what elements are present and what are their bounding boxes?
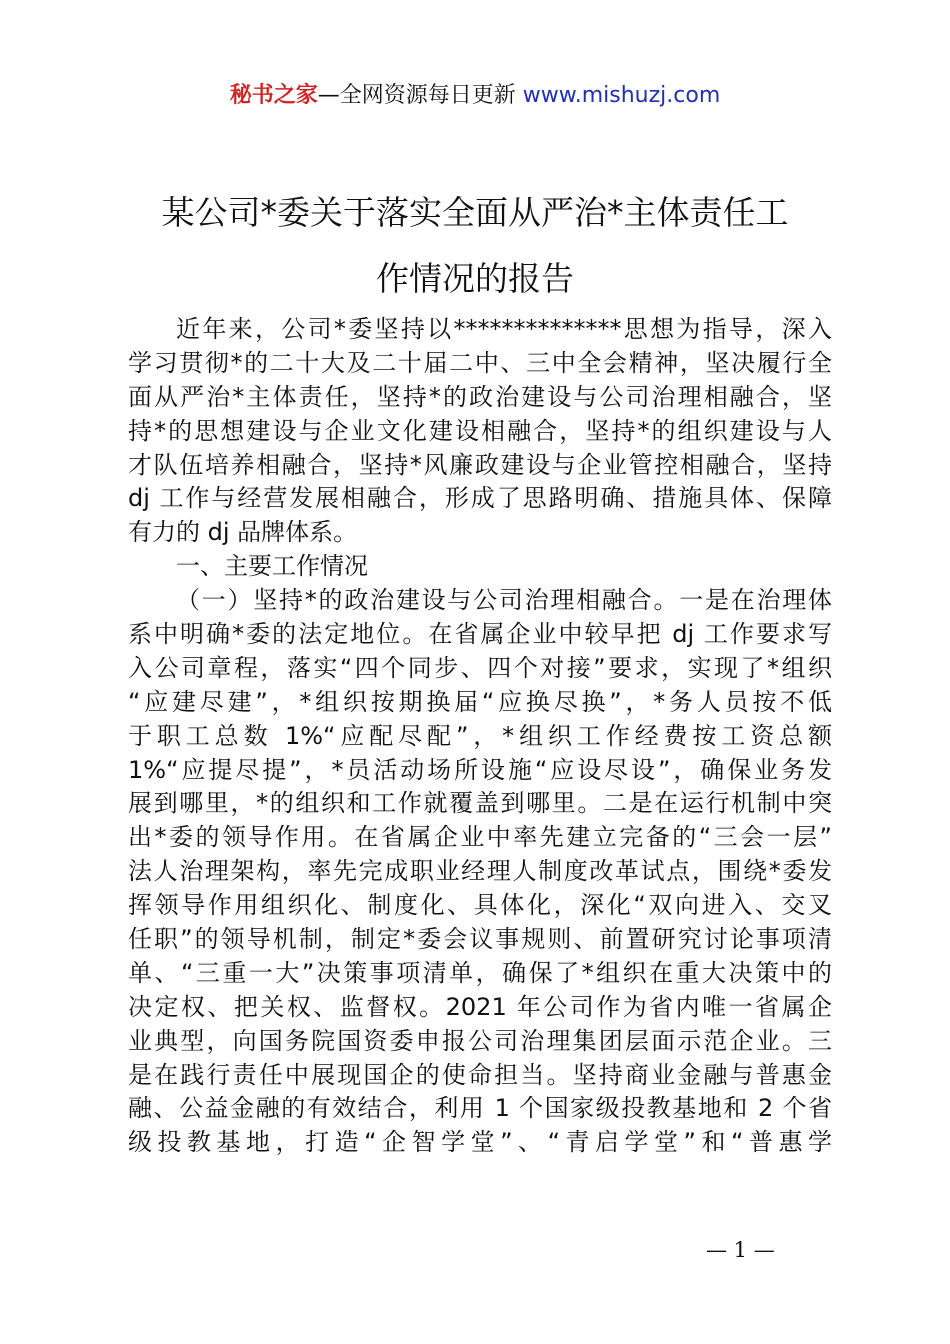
document-title-line-2: 作情况的报告 [376, 259, 574, 298]
site-url-link[interactable]: www.mishuzj.com [522, 83, 721, 108]
body-line: 挥领导作用组织化、制度化、具体化，深化“双向进入、交叉 [128, 891, 832, 920]
body-line: 展到哪里，*的组织和工作就覆盖到哪里。二是在运行机制中突 [128, 789, 832, 818]
body-line: 于职工总数 1%“应配尽配”，*组织工作经费按工资总额 [128, 721, 832, 750]
body-line: 单、“三重一大”决策事项清单，确保了*组织在重大决策中的 [128, 958, 832, 987]
document-title-line-1: 某公司*委关于落实全面从严治*主体责任工 [161, 193, 789, 232]
body-line: 决定权、把关权、监督权。2021 年公司作为省内唯一省属企 [128, 992, 832, 1021]
body-line: 有力的 dj 品牌体系。 [128, 518, 358, 547]
body-line: 出*委的领导作用。在省属企业中率先建立完备的“三会一层” [128, 823, 832, 852]
page-number: — 1 — [706, 1238, 775, 1262]
site-brand: 秘书之家 [229, 83, 318, 108]
body-line: 面从严治*主体责任，坚持*的政治建设与公司治理相融合，坚 [128, 382, 832, 411]
body-line: 学习贯彻*的二十大及二十届二中、三中全会精神，坚决履行全 [128, 348, 832, 377]
body-line: 1%“应提尽提”，*员活动场所设施“应设尽设”，确保业务发 [128, 755, 832, 784]
body-line: 入公司章程，落实“四个同步、四个对接”要求，实现了*组织 [128, 653, 832, 682]
body-line: 是在践行责任中展现国企的使命担当。坚持商业金融与普惠金 [128, 1060, 832, 1089]
body-line: 业典型，向国务院国资委申报公司治理集团层面示范企业。三 [128, 1026, 832, 1055]
site-header [0, 80, 950, 112]
body-line: 持*的思想建设与企业文化建设相融合，坚持*的组织建设与人 [128, 416, 832, 445]
body-line: 融、公益金融的有效结合，利用 1 个国家级投教基地和 2 个省 [128, 1094, 832, 1123]
body-line: “应建尽建”，*组织按期换届“应换尽换”，*务人员按不低 [128, 687, 832, 716]
body-line: 级投教基地，打造“企智学堂”、“青启学堂”和“普惠学 [128, 1128, 832, 1157]
section-heading: 一、主要工作情况 [176, 552, 368, 581]
body-line: dj 工作与经营发展相融合，形成了思路明确、措施具体、保障 [128, 484, 832, 513]
body-line: 系中明确*委的法定地位。在省属企业中较早把 dj 工作要求写 [128, 620, 832, 649]
body-line: （一）坚持*的政治建设与公司治理相融合。一是在治理体 [176, 586, 832, 615]
body-line: 任职”的领导机制，制定*委会议事规则、前置研究讨论事项清 [128, 925, 832, 954]
site-slogan: —全网资源每日更新 [317, 83, 516, 108]
body-line: 近年来，公司*委坚持以**************思想为指导，深入 [176, 315, 832, 343]
body-line: 法人治理架构，率先完成职业经理人制度改革试点，围绕*委发 [128, 857, 832, 886]
body-line: 才队伍培养相融合，坚持*风廉政建设与企业管控相融合，坚持 [128, 450, 832, 479]
document-body [128, 313, 832, 1160]
